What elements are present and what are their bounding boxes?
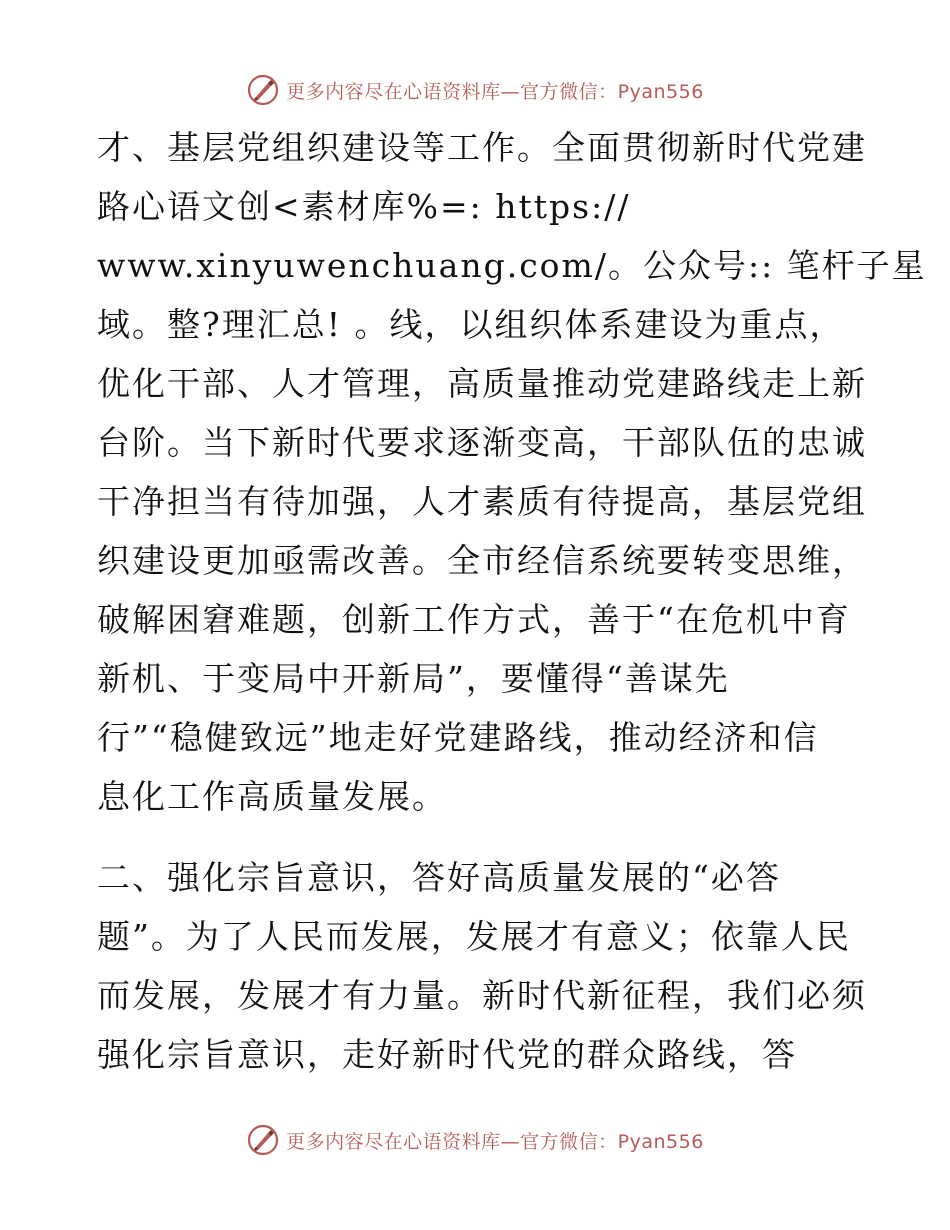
text-line: www.xinyuwenchuang.com/。公众号:: 笔杆子星 (97, 246, 927, 285)
text-line: 优化干部、人才管理，高质量推动党建路线走上新 (97, 364, 867, 403)
text-line: 而发展，发展才有力量。新时代新征程，我们必须 (97, 976, 867, 1015)
text-line: 干净担当有待加强，人才素质有待提高，基层党组 (97, 482, 867, 521)
document-body (97, 118, 927, 1084)
text-line: 台阶。当下新时代要求逐渐变高，干部队伍的忠诚 (97, 423, 867, 462)
text-line: 强化宗旨意识，走好新时代党的群众路线，答 (97, 1035, 797, 1074)
footer-banner (0, 1120, 950, 1160)
banner-text: 更多内容尽在心语资料库—官方微信：Pyan556 (286, 80, 704, 103)
text-line: 息化工作高质量发展。 (97, 777, 447, 816)
text-line: 域。整?理汇总! 。线，以组织体系建设为重点， (97, 305, 845, 344)
text-line: 破解困窘难题，创新工作方式，善于“在危机中育 (97, 600, 851, 639)
header-banner (0, 70, 950, 110)
text-line: 二、强化宗旨意识，答好高质量发展的“必答 (97, 858, 781, 897)
text-line: 路心语文创<素材库%=: https:// (97, 187, 631, 226)
text-line: 织建设更加亟需改善。全市经信系统要转变思维， (97, 541, 867, 580)
pen-logo-icon (246, 1123, 280, 1157)
paragraph-1 (97, 118, 927, 826)
text-line: 题”。为了人民而发展，发展才有意义；依靠人民 (97, 917, 851, 956)
text-line: 行”“稳健致远”地走好党建路线，推动经济和信 (97, 718, 819, 757)
paragraph-gap (97, 826, 857, 848)
text-line: 才、基层党组织建设等工作。全面贯彻新时代党建 (97, 128, 867, 167)
banner-text: 更多内容尽在心语资料库—官方微信：Pyan556 (286, 1130, 704, 1153)
pen-logo-icon (246, 73, 280, 107)
text-line: 新机、于变局中开新局”，要懂得“善谋先 (97, 659, 730, 698)
paragraph-2 (97, 848, 867, 1084)
